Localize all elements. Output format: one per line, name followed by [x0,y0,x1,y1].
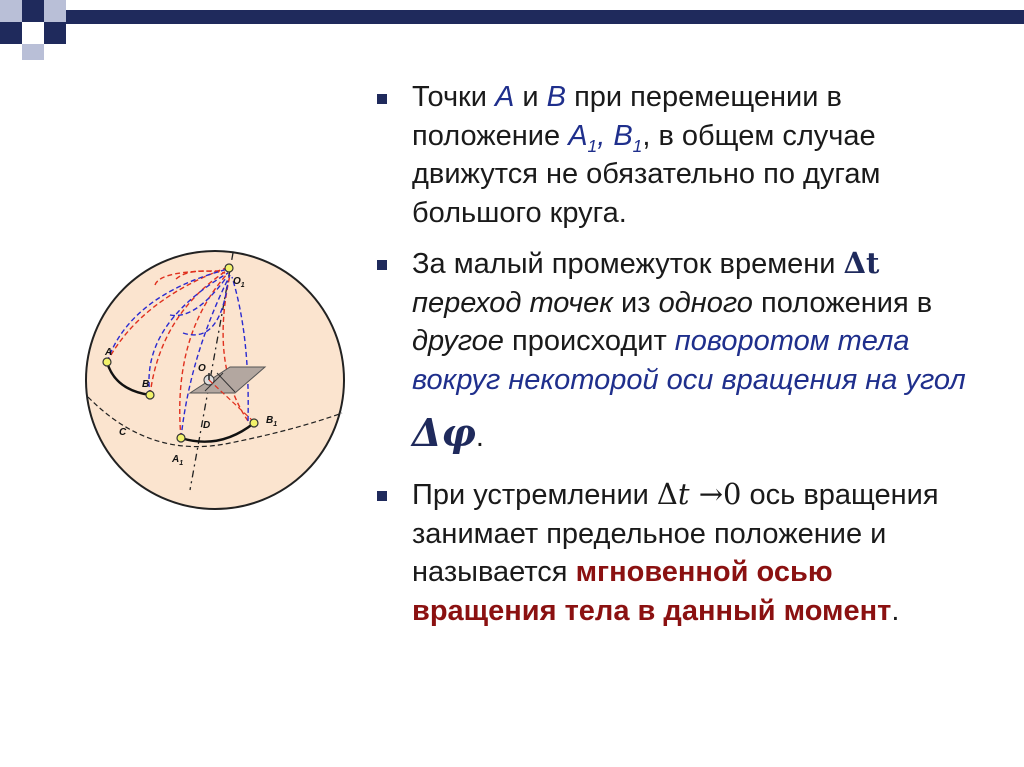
text: и [514,81,547,113]
text: положения в [752,286,933,319]
emphasis-red: мгновенной осью вращения тела в данный момент [412,556,892,627]
deco-square [0,0,22,22]
header-decoration [0,0,1024,60]
point-a-symbol: A [495,81,515,113]
text: При устремлении [412,479,657,511]
text: Точки [412,81,495,113]
text: ось вращения занимает предельное положение и называется [412,479,939,588]
label-b1: $B_1$ [266,415,278,428]
angle-line [412,407,975,463]
text: , [597,119,614,152]
deco-square [44,0,66,22]
text: . [475,421,484,453]
delta-t-symbol: Δt [843,246,880,280]
bullet-marker [377,260,387,270]
point-b1-symbol: $B_1$ [613,119,643,156]
label-b: B [142,379,150,390]
deco-square [0,22,22,44]
deco-square [22,44,44,60]
delta-phi-symbol: Δφ [412,410,476,455]
point-a1 [177,434,185,442]
text: . [891,594,900,627]
deco-square [22,22,44,44]
bullet-item [375,78,975,232]
bullet-list [375,78,975,642]
text: одного [658,286,753,319]
label-a: A [105,347,113,358]
text: , в общем случае движутся не обязательно по дугам большого круга. [412,119,881,229]
point-b1 [250,419,258,427]
point-b [146,391,154,399]
label-c: C [119,427,127,438]
point-a1-symbol: $A_1$ [568,119,598,156]
deco-square [22,0,44,22]
text: при перемещении в положение [412,81,842,152]
label-o: O [198,363,206,374]
emphasis-blue: поворотом тела вокруг некоторой оси вращения на угол [412,325,966,396]
text: другое [412,325,504,357]
bullet-item [375,244,975,463]
text: За малый промежуток времени [412,248,844,280]
sphere-diagram [80,245,350,515]
text: происходит [503,325,675,357]
bullet-item [375,475,975,630]
limit-arrow: →0 [689,477,742,511]
bullet-marker [377,94,387,104]
text: из [612,286,659,319]
label-a1: $A_1$ [172,454,184,467]
t-variable: t [677,477,690,511]
bullet-marker [377,491,387,501]
point-o1 [225,264,233,272]
point-a [103,358,111,366]
label-d: D [203,420,211,431]
delta-symbol: Δ [656,477,678,511]
point-b-symbol: B [546,81,567,113]
deco-square [44,22,66,44]
text: переход точек [412,286,613,319]
header-bar [66,10,1024,24]
label-o1: $O_1$ [233,276,245,289]
